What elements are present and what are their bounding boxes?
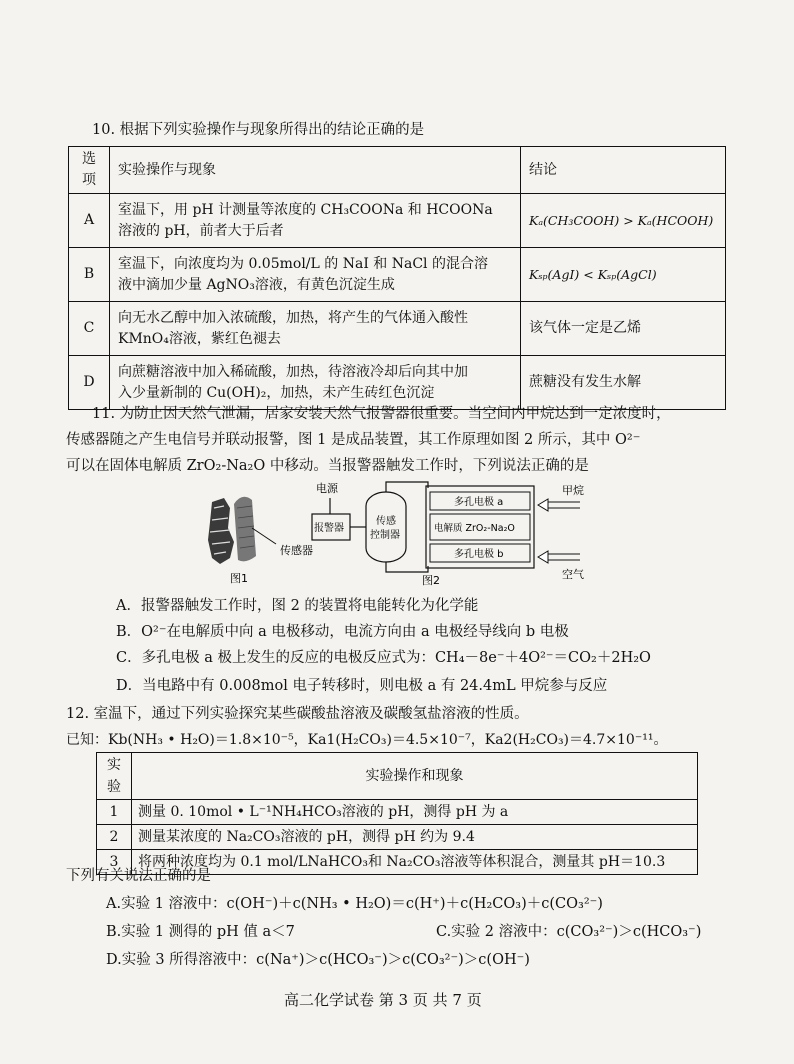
q10-option-d: D xyxy=(69,356,110,410)
q11-stem-line1: 11. 为防止因天然气泄漏，居家安装天然气报警器很重要。当空间内甲烷达到一定浓度时， xyxy=(92,406,671,422)
q11-option-c: C．多孔电极 a 极上发生的反应的电极反应式为：CH₄－8e⁻＋4O²⁻＝CO₂＋2H₂O xyxy=(116,650,651,666)
q10-operation-d-line2: 入少量新制的 Cu(OH)₂，加热，未产生砖红色沉淀 xyxy=(118,384,435,401)
q12-row-1-text: 测量 0. 10mol • L⁻¹NH₄HCO₃溶液的 pH，测得 pH 为 a xyxy=(132,800,698,825)
page-footer: 高二化学试卷 第 3 页 共 7 页 xyxy=(284,991,482,1009)
controller-box xyxy=(366,492,406,562)
q12-table xyxy=(96,752,698,875)
q10-operation-b xyxy=(110,248,521,302)
methane-arrow xyxy=(538,499,580,511)
air-label: 空气 xyxy=(562,568,584,581)
q10-option-a: A xyxy=(69,194,110,248)
q10-operation-a xyxy=(110,194,521,248)
q10-header-operation: 实验操作与现象 xyxy=(110,147,521,194)
fig1-device-illustration xyxy=(208,497,276,564)
q12-header-experiment: 实验 xyxy=(97,753,132,800)
wire-top xyxy=(386,482,428,492)
q10-conclusion-b: Kₛₚ(AgI) < Kₛₚ(AgCl) xyxy=(521,248,726,302)
electrolyte-label: 电解质 ZrO₂-Na₂O xyxy=(434,523,515,534)
air-arrow xyxy=(538,551,580,563)
q10-operation-d xyxy=(110,356,521,410)
q11-stem-line3: 可以在固体电解质 ZrO₂-Na₂O 中移动。当报警器触发工作时，下列说法正确的是 xyxy=(66,458,589,474)
methane-label: 甲烷 xyxy=(562,484,584,497)
q12-option-d: D.实验 3 所得溶液中：c(Na⁺)＞c(HCO₃⁻)＞c(CO₃²⁻)＞c(OH⁻) xyxy=(106,952,530,968)
q12-option-c: C.实验 2 溶液中：c(CO₃²⁻)＞c(HCO₃⁻) xyxy=(436,924,702,940)
q12-stem: 12. 室温下，通过下列实验探究某些碳酸盐溶液及碳酸氢盐溶液的性质。 xyxy=(66,706,529,722)
q11-option-a: A．报警器触发工作时，图 2 的装置将电能转化为化学能 xyxy=(116,598,479,614)
power-label: 电源 xyxy=(316,482,338,495)
controller-label-line2: 控制器 xyxy=(370,530,400,541)
sensor-label: 传感器 xyxy=(280,544,313,557)
wire-bottom xyxy=(386,562,428,572)
q10-operation-d-line1: 向蔗糖溶液中加入稀硫酸，加热，待溶液冷却后向其中加 xyxy=(118,363,468,380)
q10-row-d xyxy=(69,356,726,410)
q12-row-1-number: 1 xyxy=(97,800,132,825)
q10-option-c: C xyxy=(69,302,110,356)
alarm-label: 报警器 xyxy=(314,523,344,534)
q10-operation-b-line2: 液中滴加少量 AgNO₃溶液，有黄色沉淀生成 xyxy=(118,276,395,293)
electrode-b-label: 多孔电极 b xyxy=(454,549,504,560)
q10-operation-c xyxy=(110,302,521,356)
q12-row-3-text: 将两种浓度均为 0.1 mol/LNaHCO₃和 Na₂CO₃溶液等体积混合，测量其 pH＝10.3 xyxy=(132,850,698,875)
q11-figure xyxy=(190,478,610,590)
q12-row-1 xyxy=(97,800,698,825)
q12-row-2 xyxy=(97,825,698,850)
q10-conclusion-d: 蔗糖没有发生水解 xyxy=(521,356,726,410)
q10-stem: 10. 根据下列实验操作与现象所得出的结论正确的是 xyxy=(92,122,425,138)
q10-operation-c-line1: 向无水乙醇中加入浓硫酸，加热，将产生的气体通入酸性 xyxy=(118,309,468,326)
q11-option-d: D．当电路中有 0.008mol 电子转移时，则电极 a 有 24.4mL 甲烷参与反应 xyxy=(116,678,608,694)
q10-conclusion-c: 该气体一定是乙烯 xyxy=(521,302,726,356)
q10-option-b: B xyxy=(69,248,110,302)
q10-table xyxy=(68,146,726,410)
q10-operation-c-line2: KMnO₄溶液，紫红色褪去 xyxy=(118,330,281,347)
q10-header-option: 选项 xyxy=(69,147,110,194)
q12-row-2-text: 测量某浓度的 Na₂CO₃溶液的 pH，测得 pH 约为 9.4 xyxy=(132,825,698,850)
q12-row-2-number: 2 xyxy=(97,825,132,850)
q12-header-operation: 实验操作和现象 xyxy=(132,753,698,800)
q10-header-conclusion: 结论 xyxy=(521,147,726,194)
q10-conclusion-a: Kₐ(CH₃COOH) > Kₐ(HCOOH) xyxy=(521,194,726,248)
q10-row-a xyxy=(69,194,726,248)
q12-option-a: A.实验 1 溶液中：c(OH⁻)＋c(NH₃ • H₂O)＝c(H⁺)＋c(H₂CO₃)＋c(CO₃²⁻) xyxy=(106,896,603,912)
q10-header-row xyxy=(69,147,726,194)
q11-option-b: B．O²⁻在电解质中向 a 电极移动，电流方向由 a 电极经导线向 b 电极 xyxy=(116,624,569,640)
q12-known-constants: 已知：Kb(NH₃ • H₂O)＝1.8×10⁻⁵，Ka1(H₂CO₃)＝4.5×10⁻⁷，Ka2(H₂CO₃)＝4.7×10⁻¹¹。 xyxy=(66,732,668,748)
q10-row-c xyxy=(69,302,726,356)
electrode-a-label: 多孔电极 a xyxy=(454,497,504,508)
q11-stem-line2: 传感器随之产生电信号并联动报警，图 1 是成品装置，其工作原理如图 2 所示，其中 O²⁻ xyxy=(66,432,641,448)
q12-header-row xyxy=(97,753,698,800)
q10-operation-a-line2: 溶液的 pH，前者大于后者 xyxy=(118,222,284,239)
q12-question: 下列有关说法正确的是 xyxy=(66,868,211,884)
q10-operation-a-line1: 室温下，用 pH 计测量等浓度的 CH₃COONa 和 HCOONa xyxy=(118,201,493,218)
q10-row-b xyxy=(69,248,726,302)
q10-operation-b-line1: 室温下，向浓度均为 0.05mol/L 的 NaI 和 NaCl 的混合溶 xyxy=(118,255,488,272)
q12-option-b: B.实验 1 测得的 pH 值 a＜7 xyxy=(106,924,295,940)
fig2-caption: 图2 xyxy=(422,574,440,587)
q12-row-3-number: 3 xyxy=(97,850,132,875)
fig1-caption: 图1 xyxy=(230,572,248,585)
controller-label-line1: 传感 xyxy=(376,516,396,527)
